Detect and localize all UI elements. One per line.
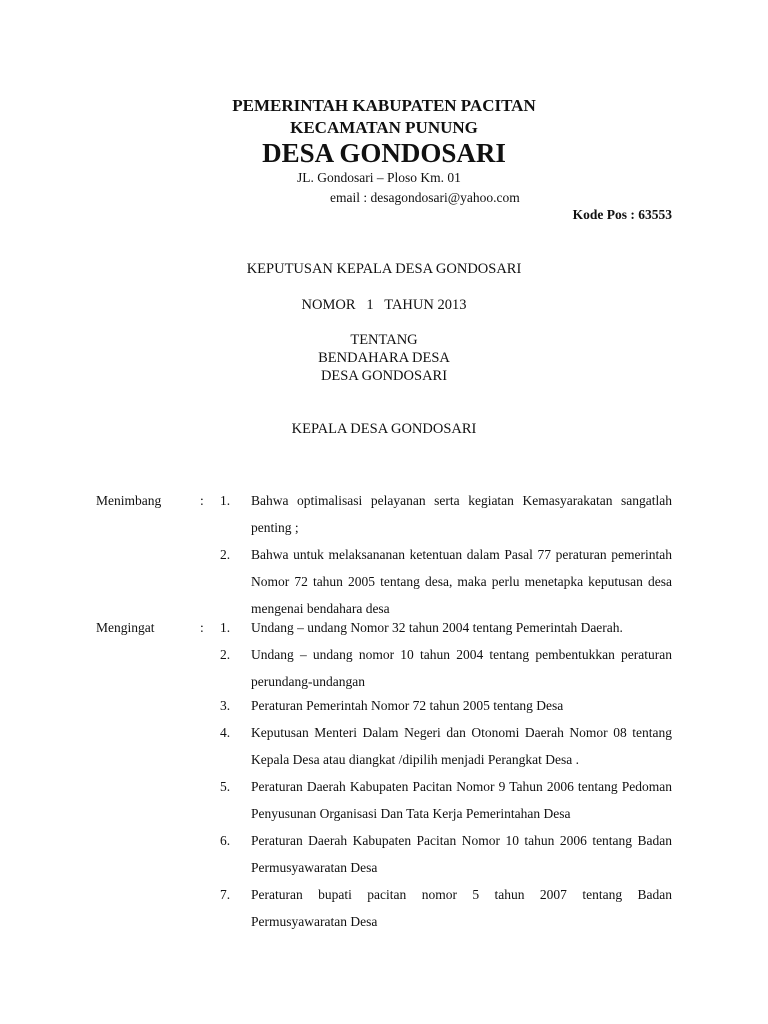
header-village: DESA GONDOSARI xyxy=(262,138,506,168)
menimbang-colon: : xyxy=(200,493,204,508)
item-text: Peraturan Daerah Kabupaten Pacitan Nomor 10 tahun 2006 tentang Badan Permusyawaratan Desa xyxy=(251,833,672,875)
item-text: Keputusan Menteri Dalam Negeri dan Otonomi Daerah Nomor 08 tentang Kepala Desa atau diangkat /dipilih menjadi Perangkat Desa . xyxy=(251,725,672,767)
item-number: 6. xyxy=(220,833,231,848)
item-number: 4. xyxy=(220,725,231,740)
item-text: Bahwa untuk melaksananan ketentuan dalam Pasal 77 peraturan pemerintah Nomor 72 tahun 2005 tentang desa, maka perlu menetapka keputusan desa mengenai bendahara desa xyxy=(251,547,672,616)
decree-village: DESA GONDOSARI xyxy=(320,368,448,384)
header-postcode: Kode Pos : 63553 xyxy=(572,207,672,222)
decree-authority: KEPALA DESA GONDOSARI xyxy=(291,421,477,437)
item-number: 5. xyxy=(220,779,231,794)
item-text: Peraturan bupati pacitan nomor 5 tahun 2007 tentang Badan Permusyawaratan Desa xyxy=(251,887,672,929)
item-number: 1. xyxy=(220,493,231,508)
item-text: Peraturan Daerah Kabupaten Pacitan Nomor 9 Tahun 2006 tentang Pedoman Penyusunan Organisasi Dan Tata Kerja Pemerintahan Desa xyxy=(251,779,672,821)
decree-title: KEPUTUSAN KEPALA DESA GONDOSARI xyxy=(246,261,522,277)
mengingat-label: Mengingat xyxy=(96,620,155,635)
item-number: 7. xyxy=(220,887,231,902)
menimbang-label: Menimbang xyxy=(96,493,162,508)
decree-about: TENTANG xyxy=(350,332,418,348)
decree-subject: BENDAHARA DESA xyxy=(318,350,450,366)
header-government: PEMERINTAH KABUPATEN PACITAN xyxy=(232,96,536,115)
header-district: KECAMATAN PUNUNG xyxy=(290,118,478,137)
mengingat-colon: : xyxy=(200,620,204,635)
header-email: email : desagondosari@yahoo.com xyxy=(330,190,520,205)
item-number: 2. xyxy=(220,547,231,562)
item-number: 1. xyxy=(220,620,231,635)
item-text: Peraturan Pemerintah Nomor 72 tahun 2005 tentang Desa xyxy=(251,698,564,713)
decree-number: NOMOR 1 TAHUN 2013 xyxy=(301,297,467,313)
item-number: 3. xyxy=(220,698,231,713)
item-text: Undang – undang nomor 10 tahun 2004 tentang pembentukkan peraturan perundang-undangan xyxy=(251,647,672,689)
item-text: Bahwa optimalisasi pelayanan serta kegiatan Kemasyarakatan sangatlah penting ; xyxy=(251,493,672,535)
item-number: 2. xyxy=(220,647,231,662)
header-address: JL. Gondosari – Ploso Km. 01 xyxy=(297,170,461,185)
item-text: Undang – undang Nomor 32 tahun 2004 tentang Pemerintah Daerah. xyxy=(251,620,623,635)
